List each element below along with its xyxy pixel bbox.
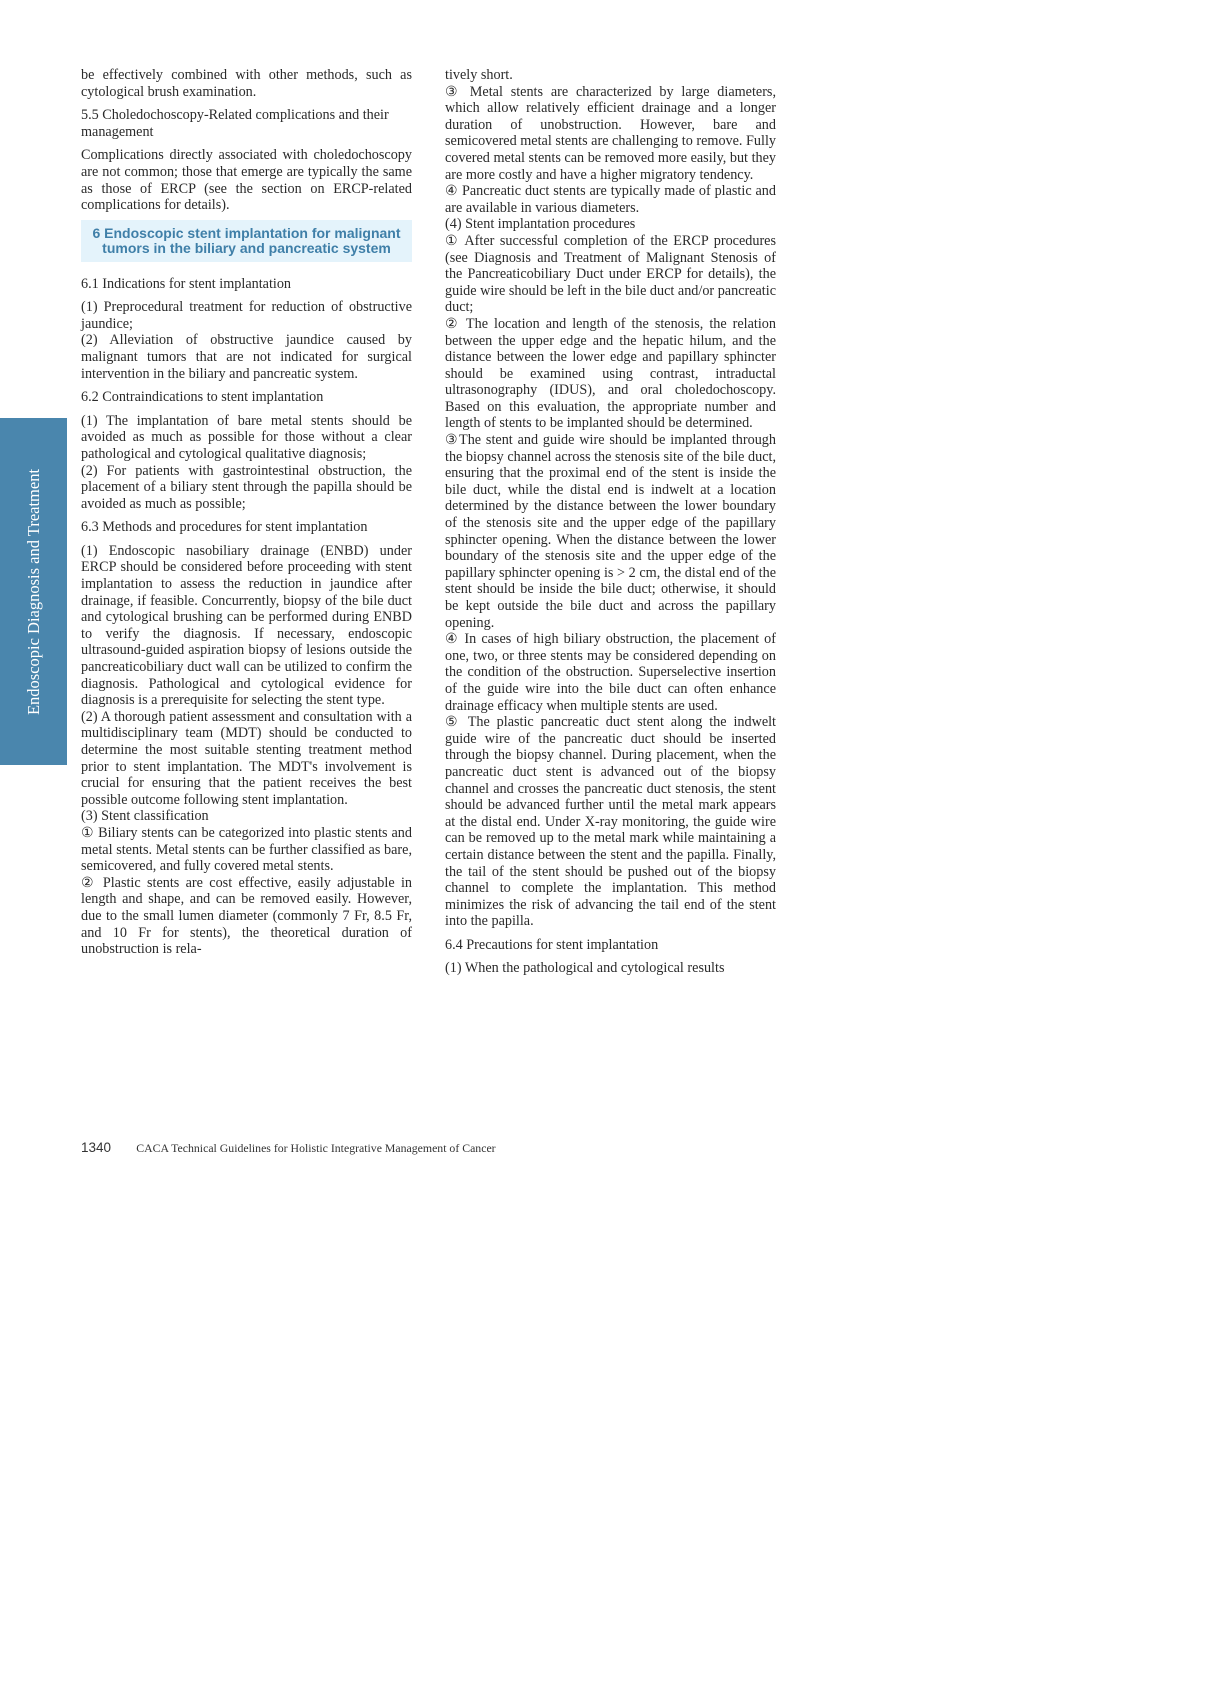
paragraph: ③The stent and guide wire should be implanted through the biopsy channel across the stenosis site of the bile duct, ensuring that the proximal end of the stent is inside the bile duct, while the distal end is indwelt at a location determined by the distance between the lower boundary of the stenosis site and the upper edge of the papillary sphincter opening. When the distance between the lower boundary of the stenosis site and the upper edge of the papillary sphincter opening is > 2 cm, the distal end of the stent should be inside the bile duct; otherwise, it should be kept outside the bile duct and across the papillary opening. <box>445 432 776 631</box>
paragraph: ① After successful completion of the ERCP procedures (see Diagnosis and Treatment of Malignant Stenosis of the Pancreaticobiliary Duct under ERCP for details), the guide wire should be left in the bile duct and/or pancreatic duct; <box>445 232 776 316</box>
paragraph: (2) Alleviation of obstructive jaundice caused by malignant tumors that are not indicated for surgical intervention in the biliary and pancreatic system. <box>81 332 412 382</box>
paragraph: ④ In cases of high biliary obstruction, the placement of one, two, or three stents may be considered depending on the condition of the obstruction. Superselective insertion of the guide wire into the bile duct can often enhance drainage efficacy when multiple stents are used. <box>445 631 776 714</box>
right-column <box>445 67 776 977</box>
paragraph: tively short. <box>445 67 513 83</box>
paragraph: ① Biliary stents can be categorized into plastic stents and metal stents. Metal stents can be further classified as bare, semicovered, and fully covered metal stents. <box>81 824 412 875</box>
page-footer <box>81 1140 496 1156</box>
subsection-heading-6-1: 6.1 Indications for stent implantation <box>81 275 292 292</box>
paragraph: ② Plastic stents are cost effective, easily adjustable in length and shape, and can be removed easily. However, due to the small lumen diameter (commonly 7 Fr, 8.5 Fr, and 10 Fr for stents), the theoretical duration of unobstruction is rela- <box>81 874 412 958</box>
paragraph: ③ Metal stents are characterized by large diameters, which allow relatively efficient drainage and a longer duration of unobstruction. However, bare and semicovered metal stents are challenging to remove. Fully covered metal stents can be removed more easily, but they are more costly and have a higher migratory tendency. <box>445 83 776 183</box>
page-number: 1340 <box>81 1140 112 1155</box>
paragraph: (1) The implantation of bare metal stents should be avoided as much as possible for those without a clear pathological and cytological qualitative diagnosis; <box>81 412 412 462</box>
paragraph: (3) Stent classification <box>81 808 209 825</box>
subsection-heading-6-3: 6.3 Methods and procedures for stent implantation <box>81 519 368 536</box>
paragraph: ② The location and length of the stenosis, the relation between the upper edge and the hepatic hilum, and the distance between the lower edge and papillary sphincter should be examined using contrast, intraductal ultrasonography (IDUS), and oral choledochoscopy. Based on this evaluation, the appropriate number and length of stents to be implanted should be determined. <box>445 315 776 432</box>
paragraph: (2) For patients with gastrointestinal obstruction, the placement of a biliary stent through the papilla should be avoided as much as possible; <box>81 462 412 512</box>
paragraph: (1) Endoscopic nasobiliary drainage (ENBD) under ERCP should be considered before proceeding with stent implantation to assess the reduction in jaundice after drainage, if feasible. Concurrently, biopsy of the bile duct and cytological brushing can be performed during ENBD to verify the diagnosis. If necessary, endoscopic ultrasound-guided aspiration biopsy of lesions outside the pancreaticobiliary duct wall can be utilized to confirm the diagnosis. Pathological and cytological evidence for diagnosis is a prerequisite for selecting the stent type. <box>81 542 412 709</box>
running-title: CACA Technical Guidelines for Holistic Integrative Management of Cancer <box>136 1141 496 1155</box>
section-heading-6: 6 Endoscopic stent implantation for malignant tumors in the biliary and pancreatic system <box>81 220 412 262</box>
paragraph: ⑤ The plastic pancreatic duct stent along the indwelt guide wire of the pancreatic duct should be inserted through the biopsy channel. During placement, when the pancreatic duct stent is advanced out of the biopsy channel and crosses the pancreatic duct stenosis, the stent should be advanced further until the metal mark appears at the distal end. Under X-ray monitoring, the guide wire can be removed up to the metal mark while maintaining a certain distance between the stent and the papilla. Finally, the tail of the stent should be pushed out of the biopsy channel to complete the implantation. This method minimizes the risk of advancing the tail end of the stent into the papilla. <box>445 714 776 930</box>
left-column <box>81 67 412 958</box>
side-section-tab <box>0 418 67 765</box>
subsection-heading-5-5: 5.5 Choledochoscopy-Related complications and their management <box>81 107 389 140</box>
paragraph: (1) Preprocedural treatment for reduction of obstructive jaundice; <box>81 299 412 332</box>
paragraph: Complications directly associated with choledochoscopy are not common; those that emerge are typically the same as those of ERCP (see the section on ERCP-related complications for details). <box>81 147 412 214</box>
subsection-heading-6-4: 6.4 Precautions for stent implantation <box>445 936 659 953</box>
paragraph: (2) A thorough patient assessment and consultation with a multidisciplinary team (MDT) should be conducted to determine the most suitable stenting treatment method prior to stent implantation. The MDT's involvement is crucial for ensuring that the patient receives the best possible outcome following stent implantation. <box>81 708 412 808</box>
paragraph: be effectively combined with other methods, such as cytological brush examination. <box>81 67 412 100</box>
side-tab-label: Endoscopic Diagnosis and Treatment <box>23 468 43 715</box>
paragraph: (1) When the pathological and cytological results <box>445 960 725 977</box>
paragraph: (4) Stent implantation procedures <box>445 216 636 233</box>
paragraph: ④ Pancreatic duct stents are typically made of plastic and are available in various diameters. <box>445 183 776 216</box>
subsection-heading-6-2: 6.2 Contraindications to stent implantation <box>81 389 324 406</box>
